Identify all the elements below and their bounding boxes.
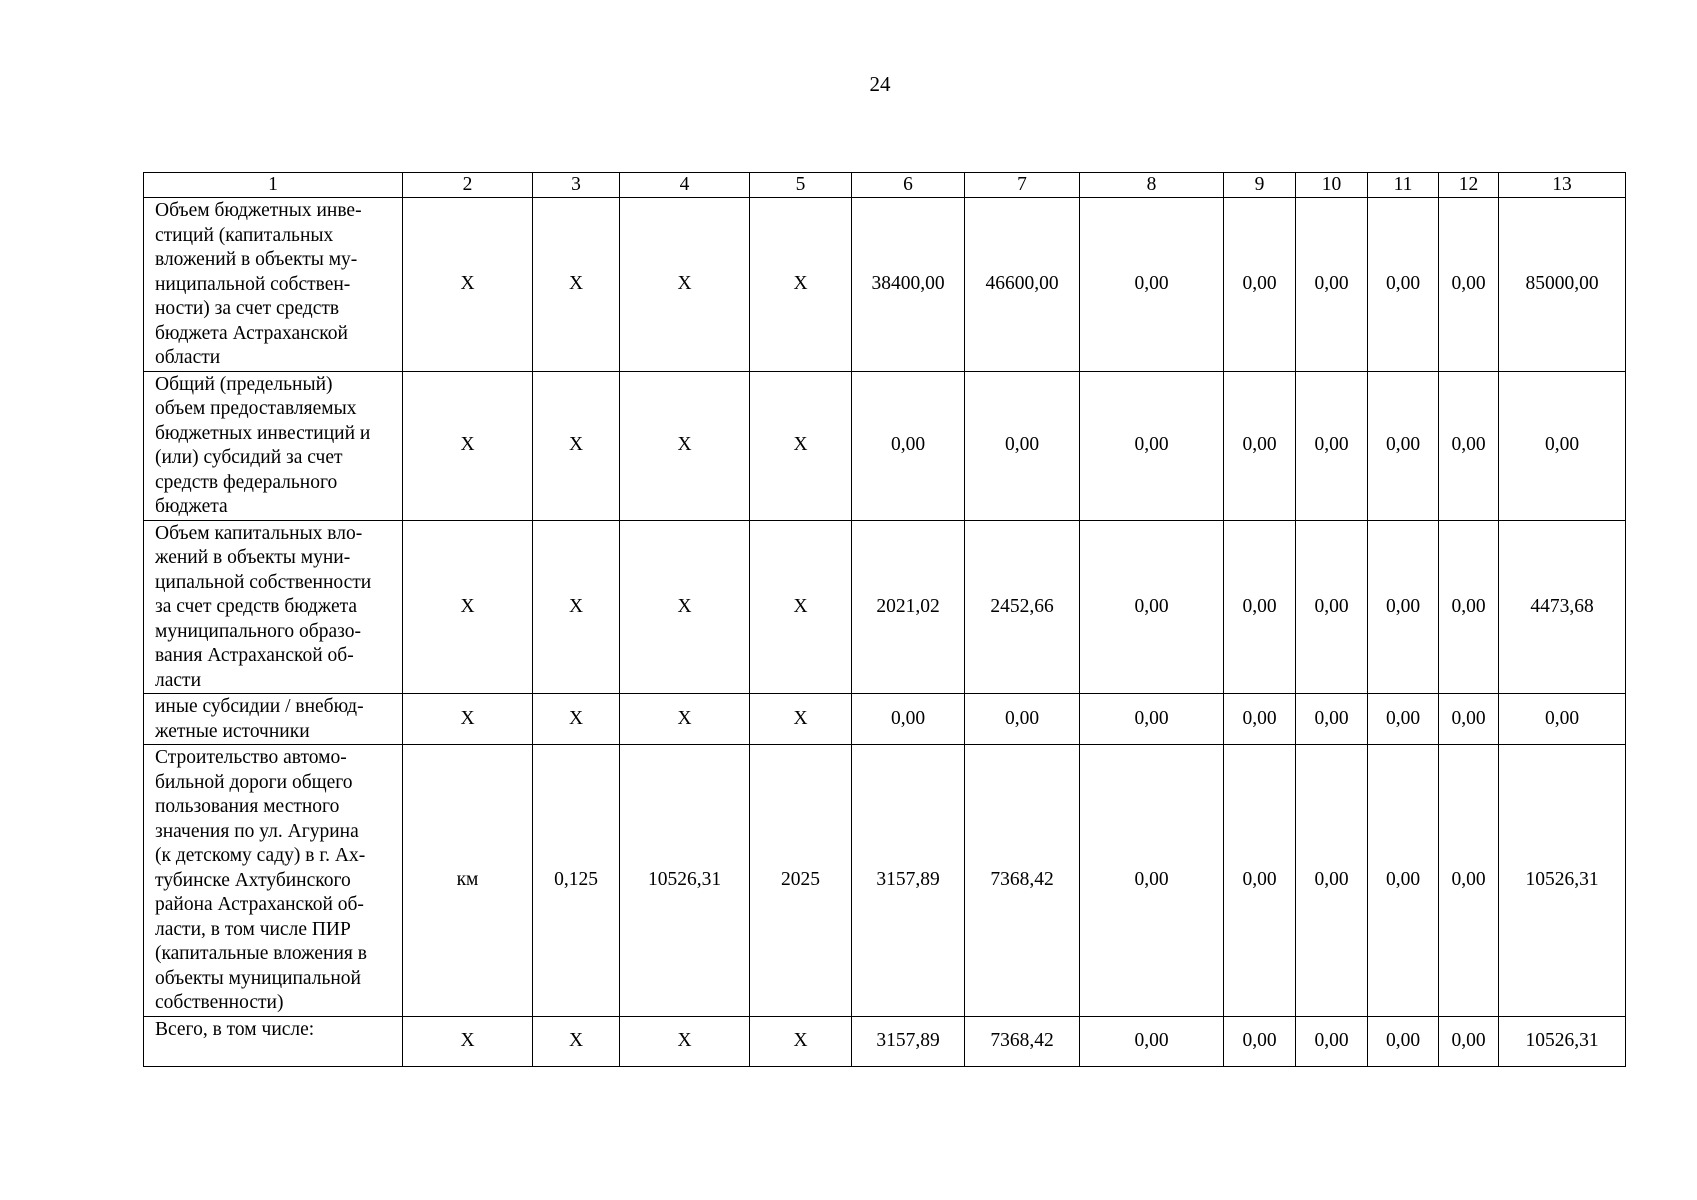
value-col12-cell: 0,00: [1439, 198, 1499, 372]
quantity-cell: Х: [533, 371, 620, 520]
cost-cell: Х: [620, 1016, 750, 1066]
value-col12-cell: 0,00: [1439, 745, 1499, 1017]
column-number: 11: [1368, 173, 1439, 198]
year-cell: 2025: [750, 745, 852, 1017]
row-label-cell: Общий (предельный) объем предоставляемых бюджетных инвестиций и (или) субсидий за счет средств федерального бюджета: [144, 371, 403, 520]
value-col8-cell: 0,00: [1080, 1016, 1224, 1066]
value-col11-cell: 0,00: [1368, 694, 1439, 745]
value-col8-cell: 0,00: [1080, 694, 1224, 745]
value-col10-cell: 0,00: [1296, 371, 1368, 520]
column-numbers-row: [144, 173, 1626, 198]
value-col10-cell: 0,00: [1296, 694, 1368, 745]
value-col9-cell: 0,00: [1224, 694, 1296, 745]
year-cell: Х: [750, 1016, 852, 1066]
year-cell: Х: [750, 520, 852, 694]
value-col11-cell: 0,00: [1368, 1016, 1439, 1066]
table-row: [144, 198, 1626, 372]
total-cell: 10526,31: [1499, 1016, 1626, 1066]
column-number: 10: [1296, 173, 1368, 198]
column-number: 9: [1224, 173, 1296, 198]
year-cell: Х: [750, 198, 852, 372]
cost-cell: Х: [620, 371, 750, 520]
value-col7-cell: 7368,42: [965, 745, 1080, 1017]
unit-cell: км: [403, 745, 533, 1017]
table-row: [144, 745, 1626, 1017]
value-col6-cell: 3157,89: [852, 745, 965, 1017]
unit-cell: Х: [403, 694, 533, 745]
value-col8-cell: 0,00: [1080, 520, 1224, 694]
column-number: 3: [533, 173, 620, 198]
value-col10-cell: 0,00: [1296, 745, 1368, 1017]
value-col10-cell: 0,00: [1296, 520, 1368, 694]
cost-cell: Х: [620, 520, 750, 694]
cost-cell: Х: [620, 198, 750, 372]
column-number: 7: [965, 173, 1080, 198]
table-row: [144, 1016, 1626, 1066]
value-col11-cell: 0,00: [1368, 198, 1439, 372]
column-number: 2: [403, 173, 533, 198]
value-col12-cell: 0,00: [1439, 694, 1499, 745]
quantity-cell: Х: [533, 694, 620, 745]
table-body: [144, 198, 1626, 1067]
unit-cell: Х: [403, 198, 533, 372]
column-number: 8: [1080, 173, 1224, 198]
value-col11-cell: 0,00: [1368, 520, 1439, 694]
total-cell: 85000,00: [1499, 198, 1626, 372]
investment-table: [143, 172, 1626, 1067]
table-row: [144, 371, 1626, 520]
value-col6-cell: 38400,00: [852, 198, 965, 372]
value-col6-cell: 2021,02: [852, 520, 965, 694]
value-col8-cell: 0,00: [1080, 371, 1224, 520]
total-cell: 10526,31: [1499, 745, 1626, 1017]
value-col9-cell: 0,00: [1224, 745, 1296, 1017]
value-col7-cell: 46600,00: [965, 198, 1080, 372]
value-col12-cell: 0,00: [1439, 520, 1499, 694]
quantity-cell: Х: [533, 198, 620, 372]
total-cell: 0,00: [1499, 694, 1626, 745]
value-col6-cell: 3157,89: [852, 1016, 965, 1066]
cost-cell: 10526,31: [620, 745, 750, 1017]
value-col11-cell: 0,00: [1368, 745, 1439, 1017]
value-col11-cell: 0,00: [1368, 371, 1439, 520]
unit-cell: Х: [403, 1016, 533, 1066]
table-row: [144, 694, 1626, 745]
total-cell: 4473,68: [1499, 520, 1626, 694]
column-number: 5: [750, 173, 852, 198]
value-col9-cell: 0,00: [1224, 198, 1296, 372]
value-col10-cell: 0,00: [1296, 1016, 1368, 1066]
value-col12-cell: 0,00: [1439, 1016, 1499, 1066]
value-col7-cell: 0,00: [965, 694, 1080, 745]
page-number: 24: [869, 72, 891, 96]
quantity-cell: Х: [533, 1016, 620, 1066]
value-col8-cell: 0,00: [1080, 198, 1224, 372]
row-label-cell: иные субсидии / внебюд- жетные источники: [144, 694, 403, 745]
table-row: [144, 520, 1626, 694]
year-cell: Х: [750, 371, 852, 520]
column-number: 4: [620, 173, 750, 198]
value-col10-cell: 0,00: [1296, 198, 1368, 372]
total-cell: 0,00: [1499, 371, 1626, 520]
unit-cell: Х: [403, 520, 533, 694]
row-label-cell: Объем капитальных вло- жений в объекты муни- ципальной собственности за счет средств бюджета муниципального образо- вания Астраханской об- ласти: [144, 520, 403, 694]
row-label-cell: Всего, в том числе:: [144, 1016, 403, 1066]
value-col7-cell: 2452,66: [965, 520, 1080, 694]
row-label-cell: Строительство автомо- бильной дороги общего пользования местного значения по ул. Агурина (к детскому саду) в г. Ах- тубинске Ахтубинского района Астраханской об- ласти, в том числе ПИР (капитальные вложения в объекты муниципальной собственности): [144, 745, 403, 1017]
value-col7-cell: 7368,42: [965, 1016, 1080, 1066]
cost-cell: Х: [620, 694, 750, 745]
value-col6-cell: 0,00: [852, 694, 965, 745]
unit-cell: Х: [403, 371, 533, 520]
year-cell: Х: [750, 694, 852, 745]
value-col7-cell: 0,00: [965, 371, 1080, 520]
row-label-cell: Объем бюджетных инве- стиций (капитальных вложений в объекты му- ниципальной собствен- ности) за счет средств бюджета Астраханской области: [144, 198, 403, 372]
value-col8-cell: 0,00: [1080, 745, 1224, 1017]
column-number: 6: [852, 173, 965, 198]
column-number: 13: [1499, 173, 1626, 198]
quantity-cell: Х: [533, 520, 620, 694]
value-col6-cell: 0,00: [852, 371, 965, 520]
quantity-cell: 0,125: [533, 745, 620, 1017]
value-col9-cell: 0,00: [1224, 520, 1296, 694]
column-number: 1: [144, 173, 403, 198]
value-col9-cell: 0,00: [1224, 1016, 1296, 1066]
column-number: 12: [1439, 173, 1499, 198]
value-col9-cell: 0,00: [1224, 371, 1296, 520]
value-col12-cell: 0,00: [1439, 371, 1499, 520]
